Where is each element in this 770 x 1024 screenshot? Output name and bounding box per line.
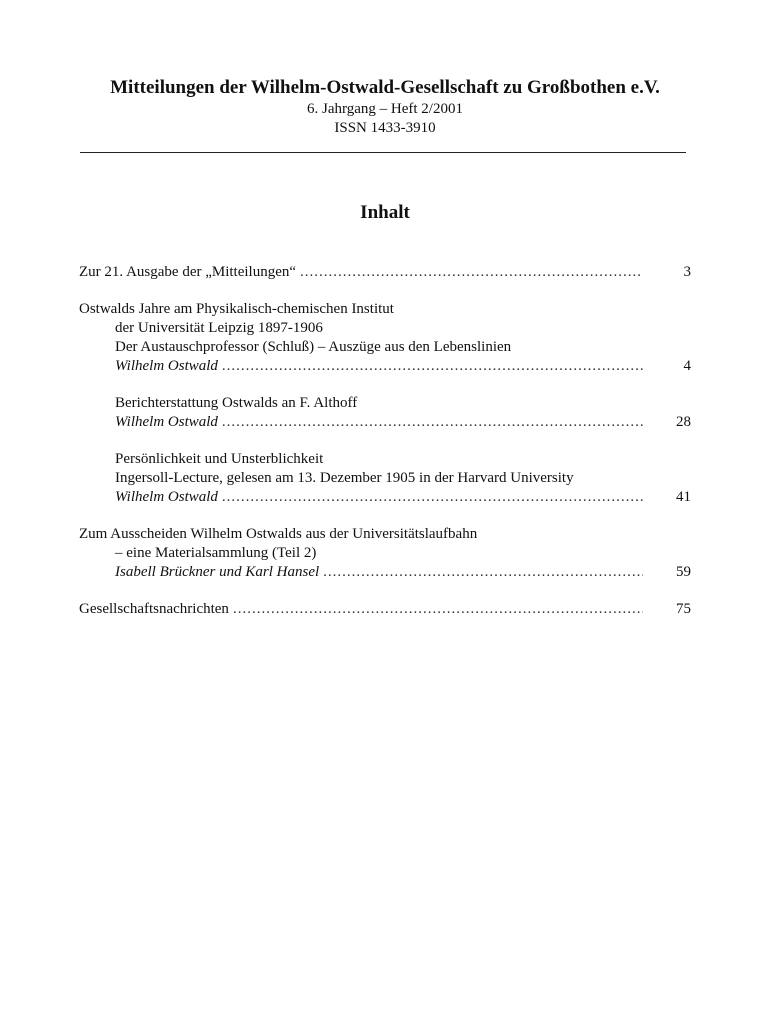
toc-entry-title: Berichterstattung Ostwalds an F. Althoff [115, 395, 358, 411]
toc-entry-author: Wilhelm Ostwald [115, 489, 218, 505]
leader-dots [323, 563, 643, 582]
leader-dots [222, 413, 643, 432]
toc-heading: Inhalt [360, 202, 410, 223]
toc-entry [79, 600, 691, 619]
header-divider [80, 152, 686, 153]
table-of-contents [79, 263, 691, 619]
toc-page-number: 3 [683, 264, 691, 280]
toc-entry-title: Zum Ausscheiden Wilhelm Ostwalds aus der Universitätslaufbahn [79, 526, 478, 542]
toc-page-number: 4 [683, 358, 691, 374]
toc-entry [79, 525, 691, 582]
journal-header [0, 76, 770, 138]
issn: ISSN 1433-3910 [334, 120, 436, 136]
toc-entry-subtitle: Ingersoll-Lecture, gelesen am 13. Dezember 1905 in der Harvard University [115, 470, 574, 486]
toc-entry-subtitle: Der Austauschprofessor (Schluß) – Auszüge aus den Lebenslinien [115, 339, 512, 355]
toc-entry-title: Ostwalds Jahre am Physikalisch-chemischen Institut [79, 301, 394, 317]
toc-entry-title: Persönlichkeit und Unsterblichkeit [115, 451, 324, 467]
toc-entry-title: Zur 21. Ausgabe der „Mitteilungen“ [79, 264, 297, 280]
leader-dots [222, 488, 643, 507]
issue-info: 6. Jahrgang – Heft 2/2001 [307, 101, 463, 117]
toc-entry [79, 450, 691, 507]
leader-dots [233, 600, 643, 619]
toc-page-number: 59 [676, 564, 691, 580]
toc-entry-author: Wilhelm Ostwald [115, 414, 218, 430]
toc-entry-author: Isabell Brückner und Karl Hansel [115, 564, 320, 580]
toc-entry-author: Wilhelm Ostwald [115, 358, 218, 374]
toc-entry-subtitle: der Universität Leipzig 1897-1906 [115, 320, 323, 336]
journal-title: Mitteilungen der Wilhelm-Ostwald-Gesellschaft zu Großbothen e.V. [110, 77, 660, 98]
toc-page-number: 75 [676, 601, 691, 617]
toc-page-number: 28 [676, 414, 691, 430]
leader-dots [222, 357, 643, 376]
toc-entry-title: Gesellschaftsnachrichten [79, 601, 229, 617]
toc-entry [79, 263, 691, 282]
toc-page-number: 41 [676, 489, 691, 505]
leader-dots [300, 263, 643, 282]
toc-entry [79, 394, 691, 432]
toc-entry-subtitle: – eine Materialsammlung (Teil 2) [115, 545, 317, 561]
toc-entry [79, 300, 691, 376]
